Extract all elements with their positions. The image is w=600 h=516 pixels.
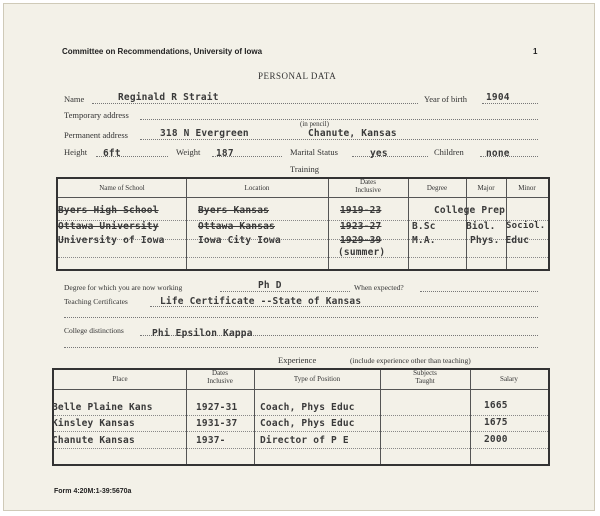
form-code: Form 4:20M:1-39:5670a bbox=[54, 488, 132, 495]
training-degree: College Prep bbox=[434, 205, 506, 216]
marital-line bbox=[352, 156, 428, 157]
cert-value: Life Certificate --State of Kansas bbox=[160, 296, 362, 307]
training-dates-note: (summer) bbox=[338, 247, 386, 258]
children-label: Children bbox=[434, 147, 464, 157]
col-header-degree: Degree bbox=[426, 184, 448, 192]
year-value: 1904 bbox=[486, 92, 510, 103]
training-minor: Sociol. bbox=[506, 221, 546, 231]
experience-place: Kinsley Kansas bbox=[52, 418, 135, 429]
training-school: University of Iowa bbox=[58, 235, 165, 246]
experience-col-divider bbox=[470, 370, 471, 464]
col-header-location: Location bbox=[244, 184, 270, 192]
experience-dates: 1927-31 bbox=[196, 402, 238, 413]
col-header-salary: Salary bbox=[500, 375, 518, 383]
perm-street-value: 318 N Evergreen bbox=[160, 128, 249, 139]
year-label: Year of birth bbox=[424, 94, 468, 104]
cert-line-2 bbox=[64, 317, 538, 318]
col-header-exp-inclusive: Inclusive bbox=[207, 377, 233, 385]
marital-label: Marital Status bbox=[290, 147, 338, 157]
col-header-subjects: Subjects bbox=[413, 369, 437, 377]
experience-place: Chanute Kansas bbox=[52, 435, 135, 446]
pencil-note: (in pencil) bbox=[300, 120, 329, 128]
experience-col-divider bbox=[254, 370, 255, 464]
col-header-dates: Dates bbox=[360, 178, 376, 186]
experience-row-rule bbox=[54, 431, 548, 432]
training-school: Ottawa University bbox=[58, 221, 159, 232]
training-col-divider bbox=[186, 179, 187, 269]
experience-position: Coach, Phys Educ bbox=[260, 418, 355, 429]
experience-header-rule bbox=[54, 389, 548, 390]
experience-dates: 1931-37 bbox=[196, 418, 238, 429]
height-label: Height bbox=[64, 147, 88, 157]
training-school: Byers High School bbox=[58, 205, 159, 216]
col-header-major: Major bbox=[477, 184, 495, 192]
col-header-minor: Minor bbox=[518, 184, 536, 192]
children-value: none bbox=[486, 148, 510, 159]
temp-address-line bbox=[140, 119, 538, 120]
cert-label: Teaching Certificates bbox=[64, 297, 128, 306]
name-label: Name bbox=[64, 94, 85, 104]
training-row-rule bbox=[58, 257, 548, 258]
training-degree: M.A. bbox=[412, 235, 436, 246]
col-header-school: Name of School bbox=[99, 184, 145, 192]
training-dates: 1919-23 bbox=[340, 205, 382, 216]
experience-position: Director of P E bbox=[260, 435, 349, 446]
perm-address-line bbox=[140, 139, 538, 140]
experience-title: Experience bbox=[278, 355, 317, 365]
perm-address-label: Permanent address bbox=[64, 130, 128, 140]
distinctions-label: College distinctions bbox=[64, 326, 124, 335]
training-location: Iowa City Iowa bbox=[198, 235, 281, 246]
experience-place: Belle Plaine Kans bbox=[52, 402, 153, 413]
training-header-rule bbox=[58, 197, 548, 198]
page-title: PERSONAL DATA bbox=[258, 71, 337, 81]
degree-working-label: Degree for which you are now working bbox=[64, 283, 183, 292]
year-line bbox=[482, 103, 538, 104]
page-number: 1 bbox=[533, 47, 538, 56]
experience-salary: 1665 bbox=[484, 400, 508, 411]
training-location: Ottawa Kansas bbox=[198, 221, 275, 232]
experience-row-rule bbox=[54, 448, 548, 449]
experience-note: (include experience other than teaching) bbox=[350, 356, 471, 365]
distinctions-line-2 bbox=[64, 347, 538, 348]
weight-label: Weight bbox=[176, 147, 201, 157]
experience-salary: 2000 bbox=[484, 434, 508, 445]
training-dates: 1923-27 bbox=[340, 221, 382, 232]
distinctions-value: Phi Epsilon Kappa bbox=[152, 328, 253, 339]
training-major: Phys. Educ bbox=[470, 235, 530, 246]
degree-working-line bbox=[220, 291, 350, 292]
col-header-taught: Taught bbox=[415, 377, 435, 385]
experience-position: Coach, Phys Educ bbox=[260, 402, 355, 413]
col-header-inclusive: Inclusive bbox=[355, 186, 381, 194]
degree-working-value: Ph D bbox=[258, 280, 282, 291]
name-value: Reginald R Strait bbox=[118, 92, 219, 103]
training-location: Byers Kansas bbox=[198, 205, 270, 216]
marital-value: yes bbox=[370, 148, 388, 159]
training-title: Training bbox=[290, 164, 319, 174]
experience-salary: 1675 bbox=[484, 417, 508, 428]
col-header-exp-dates: Dates bbox=[212, 369, 228, 377]
height-value: 6ft bbox=[103, 148, 121, 159]
name-line bbox=[92, 103, 418, 104]
col-header-place: Place bbox=[112, 375, 128, 383]
experience-row-rule bbox=[54, 415, 548, 416]
col-header-position: Type of Position bbox=[293, 375, 341, 383]
committee-header: Committee on Recommendations, University of Iowa bbox=[62, 47, 263, 56]
weight-value: 187 bbox=[216, 148, 234, 159]
perm-city-value: Chanute, Kansas bbox=[308, 128, 397, 139]
expected-line bbox=[420, 291, 538, 292]
experience-dates: 1937- bbox=[196, 435, 226, 446]
expected-label: When expected? bbox=[354, 283, 404, 292]
training-degree: B.Sc bbox=[412, 221, 436, 232]
training-major: Biol. bbox=[466, 221, 496, 232]
training-col-divider bbox=[408, 179, 409, 269]
training-dates: 1929-39 bbox=[340, 235, 382, 246]
temp-address-label: Temporary address bbox=[64, 110, 129, 120]
